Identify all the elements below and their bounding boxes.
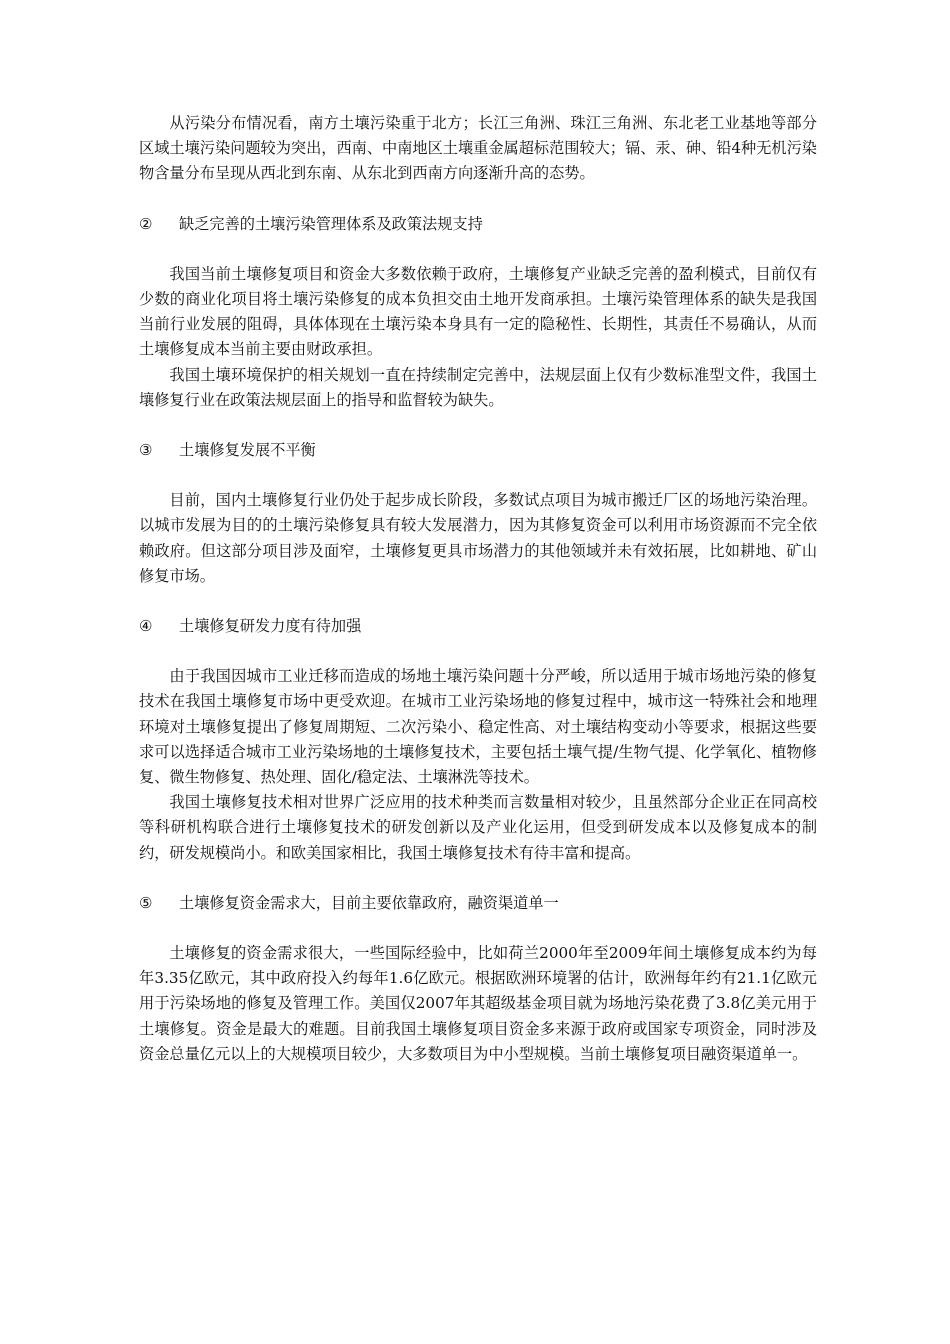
document-body — [139, 111, 817, 1067]
section-number: ④ — [139, 617, 153, 636]
section-heading-3 — [139, 438, 817, 463]
section-number: ⑤ — [139, 893, 153, 912]
paragraph: 土壤修复的资金需求很大，一些国际经验中，比如荷兰2000年至2009年间土壤修复成本约为每年3.35亿欧元，其中政府投入约每年1.6亿欧元。根据欧洲环境署的估计，欧洲每年约有21.1亿欧元用于污染场地的修复及管理工作。美国仅2007年其超级基金项目就为场地污染花费了3.8亿美元用于土壤修复。资金是最大的难题。目前我国土壤修复项目资金多来源于政府或国家专项资金，同时涉及资金总量亿元以上的大规模项目较少，大多数项目为中小型规模。当前土壤修复项目融资渠道单一。 — [139, 944, 817, 1063]
paragraph: 我国土壤修复技术相对世界广泛应用的技术种类而言数量相对较少，且虽然部分企业正在同高校等科研机构联合进行土壤修复技术的研发创新以及产业化运用，但受到研发成本以及修复成本的制约，研发规模尚小。和欧美国家相比，我国土壤修复技术有待丰富和提高。 — [139, 793, 817, 862]
intro-paragraph: 从污染分布情况看，南方土壤污染重于北方；长江三角洲、珠江三角洲、东北老工业基地等部分区域土壤污染问题较为突出，西南、中南地区土壤重金属超标范围较大；镉、汞、砷、铅4种无机污染物含量分布呈现从西北到东南、从东北到西南方向逐渐升高的态势。 — [139, 114, 817, 183]
section-heading-5 — [139, 891, 817, 916]
section-heading-4 — [139, 614, 817, 639]
section-heading-2 — [139, 212, 817, 237]
section-number: ③ — [139, 441, 153, 460]
paragraph: 目前，国内土壤修复行业仍处于起步成长阶段，多数试点项目为城市搬迁厂区的场地污染治理。以城市发展为目的的土壤污染修复具有较大发展潜力，因为其修复资金可以利用市场资源而不完全依赖政府。但这部分项目涉及面窄，土壤修复更具市场潜力的其他领域并未有效拓展，比如耕地、矿山修复市场。 — [139, 491, 817, 585]
section-title: 缺乏完善的土壤污染管理体系及政策法规支持 — [179, 214, 483, 233]
paragraph: 我国土壤环境保护的相关规划一直在持续制定完善中，法规层面上仅有少数标准型文件，我国土壤修复行业在政策法规层面上的指导和监督较为缺失。 — [139, 365, 817, 409]
section-title: 土壤修复发展不平衡 — [179, 441, 316, 460]
section-title: 土壤修复研发力度有待加强 — [179, 617, 362, 636]
paragraph: 由于我国因城市工业迁移而造成的场地土壤污染问题十分严峻，所以适用于城市场地污染的修复技术在我国土壤修复市场中更受欢迎。在城市工业污染场地的修复过程中，城市这一特殊社会和地理环境对土壤修复提出了修复周期短、二次污染小、稳定性高、对土壤结构变动小等要求，根据这些要求可以选择适合城市工业污染场地的土壤修复技术，主要包括土壤气提/生物气提、化学氧化、植物修复、微生物修复、热处理、固化/稳定法、土壤淋洗等技术。 — [139, 667, 817, 787]
section-title: 土壤修复资金需求大，目前主要依靠政府，融资渠道单一 — [179, 893, 559, 912]
paragraph: 我国当前土壤修复项目和资金大多数依赖于政府，土壤修复产业缺乏完善的盈利模式，目前仅有少数的商业化项目将土壤污染修复的成本负担交由土地开发商承担。土壤污染管理体系的缺失是我国当前行业发展的阻碍，具体体现在土壤污染本身具有一定的隐秘性、长期性，其责任不易确认，从而土壤修复成本当前主要由财政承担。 — [139, 264, 817, 359]
section-number: ② — [139, 214, 153, 233]
